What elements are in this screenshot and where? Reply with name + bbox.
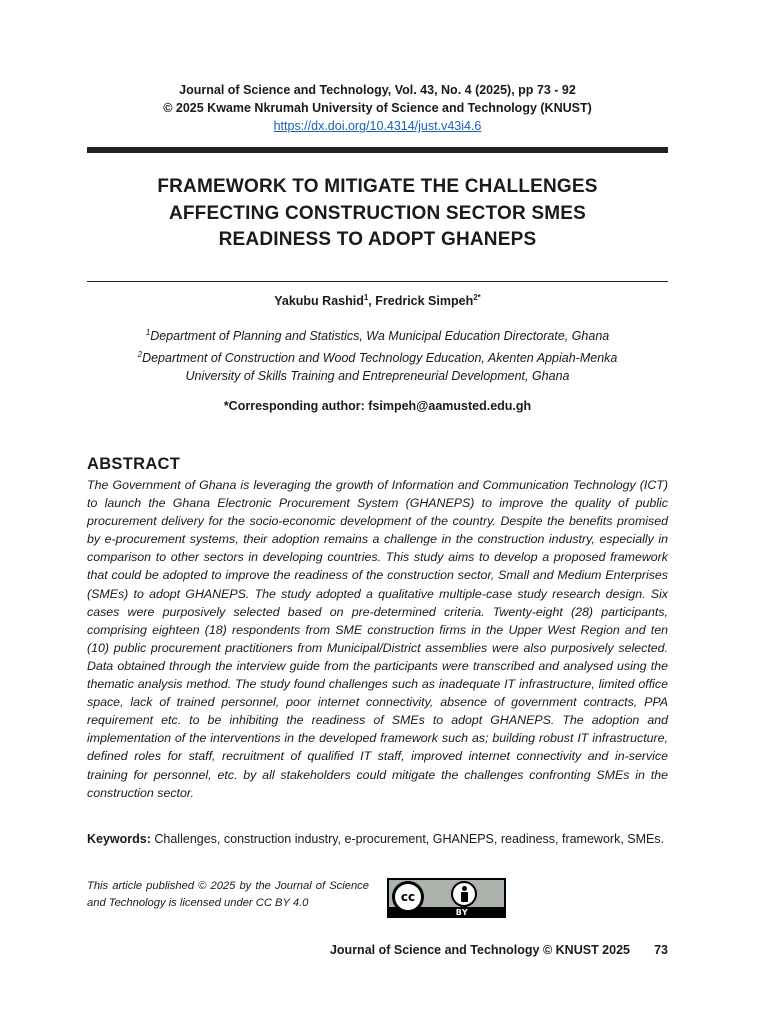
affiliation-2-cont: University of Skills Training and Entrepreneurial Development, Ghana [185, 369, 570, 384]
journal-header [87, 81, 668, 135]
affiliations [87, 324, 668, 386]
journal-citation: Journal of Science and Technology, Vol. 43, No. 4 (2025), pp 73 - 92 [179, 83, 576, 97]
title-line-1: FRAMEWORK TO MITIGATE THE CHALLENGES [157, 176, 598, 197]
license-text: This article published © 2025 by the Journal of Science and Technology is licensed under CC BY 4.0 [87, 880, 369, 909]
title-line-2: AFFECTING CONSTRUCTION SECTOR SMES [168, 202, 587, 224]
author-superscript: 1 [363, 293, 369, 302]
cc-by-badge[interactable] [387, 878, 506, 918]
affiliation-superscript: 2 [137, 349, 143, 359]
copyright-line: © 2025 Kwame Nkrumah University of Science and Technology (KNUST) [163, 101, 592, 115]
page-number: 73 [654, 943, 668, 957]
creative-commons-icon: cc [392, 881, 424, 913]
corresponding-author: *Corresponding author: fsimpeh@aamusted.edu.gh [223, 399, 532, 413]
author-list [87, 289, 668, 310]
affiliation-1: $^1$Department of Planning and Statistics, Wa Municipal Education Directorate, Ghana [145, 328, 610, 344]
title-line-3: READINESS TO ADOPT GHANEPS [218, 229, 537, 250]
affiliation-superscript: 1 [145, 328, 151, 337]
title-divider [87, 281, 668, 282]
abstract-body: The Government of Ghana is leveraging the growth of Information and Communication Technology (ICT) to launch the Ghana Electronic Procurement System (GHANEPS) to improve the quality of public procurement delivery for the socio-economic development of the country. Despite the benefits promised by e-procurement systems, their adoption remains a challenge in the construction industry, especially in comparison to other sectors in developing countries. This study aims to develop a proposed framework that could be adopted to improve the readiness of the construction sector, Small and Medium Enterprises (SMEs) to adopt GHANEPS. The study adopted a qualitative multiple-case study research design. Six cases were purposively selected based on pre-determined criteria. Twenty-eight (28) participants, comprising eighteen (18) respondents from SME construction firms in the Upper West Region and ten (10) public procurement practitioners from Municipal/District assemblies were also purposively selected. Data obtained through the interview guide from the participants were transcribed and analysed using the thematic analysis method. The study found challenges such as inadequate IT infrastructure, limited office space, lack of trained personnel, poor internet connectivity, absence of government contracts, PPA requirement etc. to be inhibiting the readiness of SMEs to adopt GHANEPS. The adoption and implementation of the interventions in the developed framework such as; building robust IT infrastructure, defined roles for staff, recruitment of qualified IT staff, improved internet connectivity and in-service training for personnel, etc. by all stakeholders could mitigate the challenges confronting SMEs in the construction sector. [87, 478, 668, 800]
author-name: Yakubu Rashid [274, 294, 364, 309]
paper-title [87, 174, 668, 254]
affiliation-2: $^2$Department of Construction and Wood Technology Education, Akenten Appiah-Menka [137, 349, 618, 365]
header-divider [87, 147, 668, 153]
keywords-label: Keywords: [87, 832, 151, 846]
attribution-person-icon [451, 881, 477, 907]
author-superscript: 2* [473, 293, 481, 302]
author-name: Fredrick Simpeh [375, 294, 474, 309]
doi-link[interactable]: https://dx.doi.org/10.4314/just.v43i4.6 [273, 119, 482, 133]
author-separator: , [368, 294, 376, 309]
keywords-text: Challenges, construction industry, e-procurement, GHANEPS, readiness, framework, SMEs. [150, 832, 665, 846]
footer-journal: Journal of Science and Technology © KNUST 2025 [329, 943, 630, 957]
cc-by-label: BY [455, 908, 469, 917]
abstract-heading: ABSTRACT [87, 455, 181, 473]
keywords [87, 830, 668, 848]
